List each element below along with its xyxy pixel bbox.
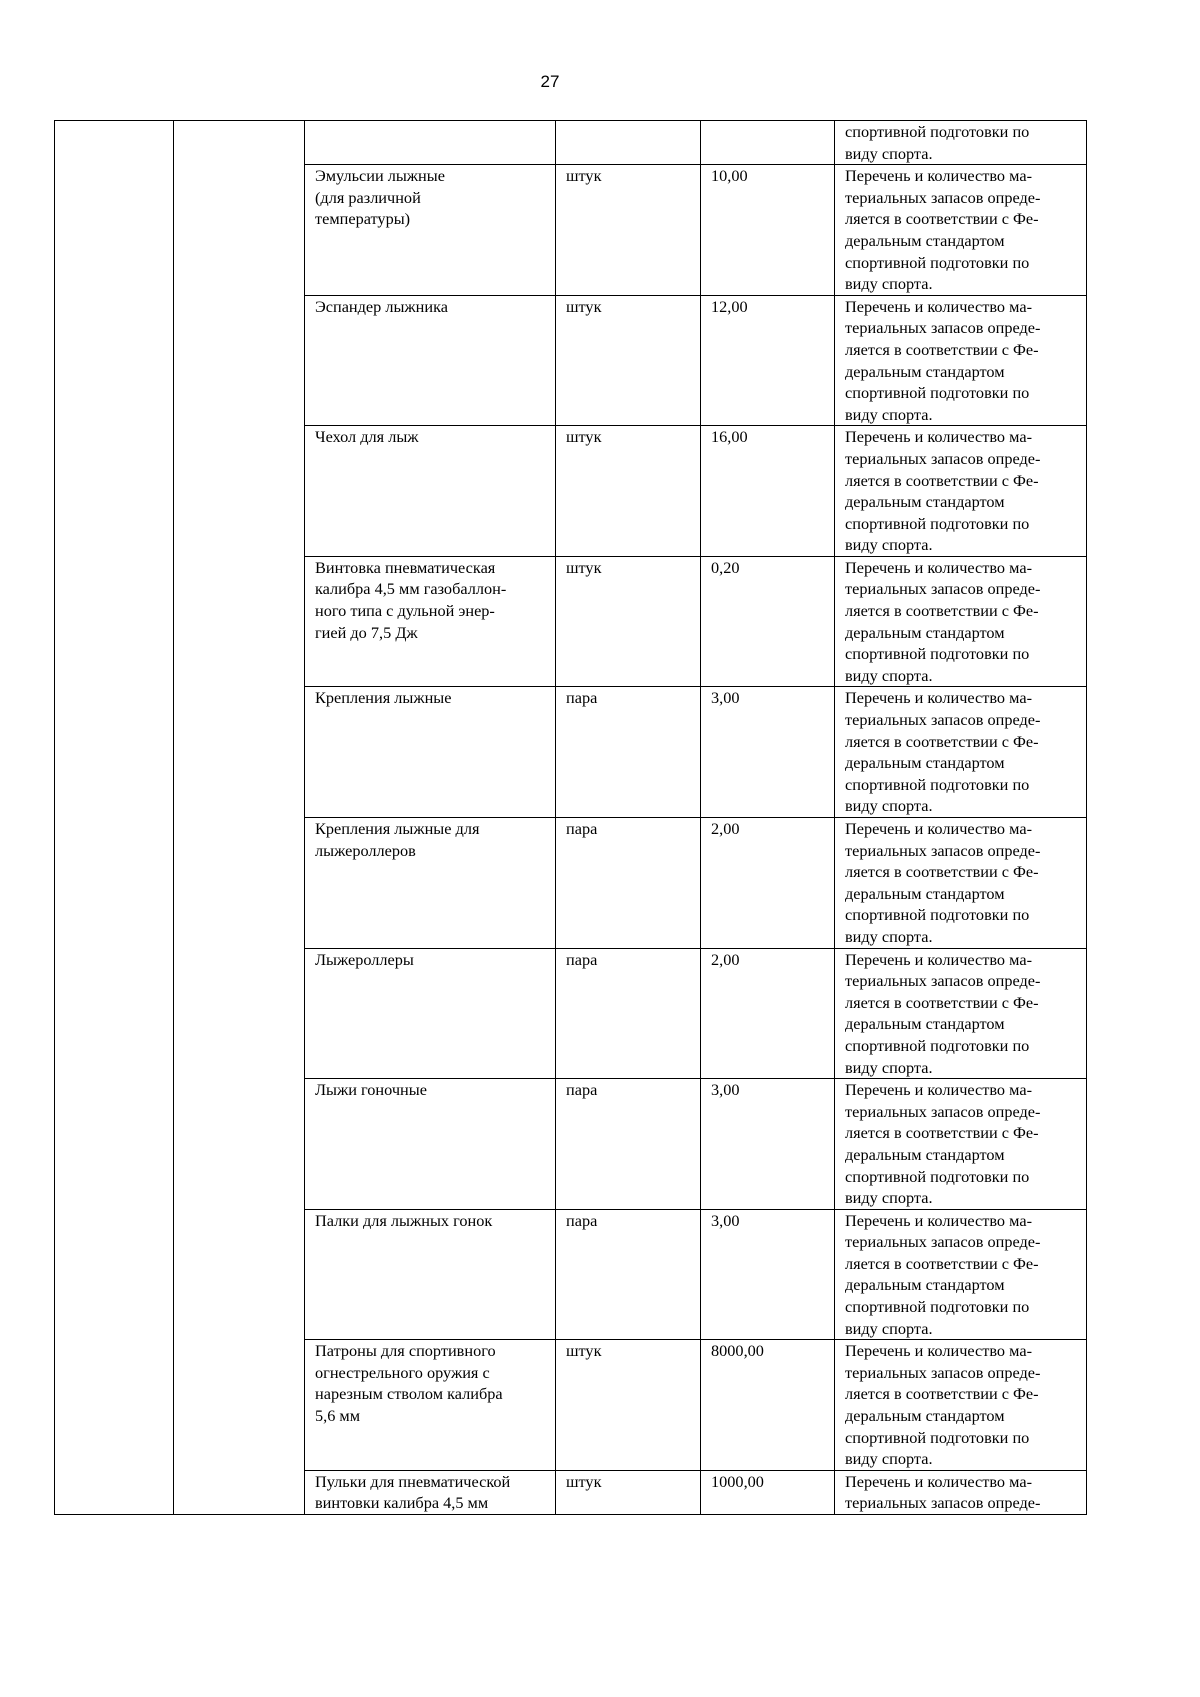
merged-cell-col2	[174, 121, 305, 1515]
note-text: спортивной подготовки по виду спорта.	[845, 122, 1030, 163]
name-cell	[305, 818, 556, 949]
qty-cell	[701, 1079, 835, 1210]
item-unit: штук	[566, 166, 602, 186]
note-text: Перечень и количество ма- териальных запасов опреде- ляется в соответствии с Фе- деральным стандартом спортивной подготовки по виду спорта.	[845, 949, 1041, 1077]
item-unit: штук	[566, 557, 602, 577]
unit-cell	[556, 426, 701, 557]
unit-cell	[556, 1470, 701, 1514]
item-qty: 10,00	[711, 166, 748, 186]
item-name: Чехол для лыж	[315, 427, 419, 447]
name-cell	[305, 556, 556, 687]
item-qty: 2,00	[711, 819, 740, 838]
note-cell	[835, 1079, 1087, 1210]
note-text: Перечень и количество ма- териальных запасов опреде-	[845, 1471, 1041, 1513]
item-qty: 2,00	[711, 949, 740, 969]
item-qty: 3,00	[711, 688, 740, 708]
note-cell	[835, 948, 1087, 1079]
item-unit: штук	[566, 1471, 602, 1491]
item-name: Эмульсии лыжные (для различной температуры)	[315, 166, 445, 229]
item-unit: штук	[566, 1341, 602, 1361]
item-name: Лыжероллеры	[315, 949, 414, 969]
item-qty: 12,00	[711, 296, 748, 316]
note-text: Перечень и количество ма- териальных запасов опреде- ляется в соответствии с Фе- деральным стандартом спортивной подготовки по виду спорта.	[845, 557, 1041, 685]
page-number: 27	[540, 72, 560, 91]
name-cell	[305, 1470, 556, 1514]
item-name: Пульки для пневматической винтовки калибра 4,5 мм	[315, 1471, 511, 1513]
unit-cell	[556, 948, 701, 1079]
note-cell	[835, 426, 1087, 557]
unit-cell	[556, 687, 701, 818]
name-cell	[305, 687, 556, 818]
name-cell	[305, 295, 556, 426]
item-qty: 8000,00	[711, 1341, 764, 1361]
item-unit: пара	[566, 819, 598, 838]
item-qty: 0,20	[711, 557, 740, 577]
note-cell	[835, 687, 1087, 818]
note-text: Перечень и количество ма- териальных запасов опреде- ляется в соответствии с Фе- деральным стандартом спортивной подготовки по виду спорта.	[845, 166, 1041, 294]
qty-cell	[701, 121, 835, 165]
item-unit: пара	[566, 688, 598, 708]
item-qty: 16,00	[711, 427, 748, 447]
unit-cell	[556, 556, 701, 687]
qty-cell	[701, 948, 835, 1079]
item-name: Крепления лыжные	[315, 688, 452, 708]
name-cell	[305, 948, 556, 1079]
name-cell	[305, 1209, 556, 1340]
item-name: Эспандер лыжника	[315, 296, 448, 316]
note-text: Перечень и количество ма- териальных запасов опреде- ляется в соответствии с Фе- деральным стандартом спортивной подготовки по виду спорта.	[845, 819, 1041, 946]
unit-cell	[556, 1079, 701, 1210]
unit-cell	[556, 295, 701, 426]
item-name: Лыжи гоночные	[315, 1080, 427, 1100]
note-cell	[835, 165, 1087, 296]
item-unit: штук	[566, 296, 602, 316]
item-name: Винтовка пневматическая калибра 4,5 мм газобаллон- ного типа с дульной энер- гией до 7,5 Дж	[315, 557, 507, 642]
item-qty: 1000,00	[711, 1471, 764, 1491]
unit-cell	[556, 121, 701, 165]
item-unit: штук	[566, 427, 602, 447]
item-unit: пара	[566, 1210, 598, 1230]
note-cell	[835, 295, 1087, 426]
note-text: Перечень и количество ма- териальных запасов опреде- ляется в соответствии с Фе- деральным стандартом спортивной подготовки по виду спорта.	[845, 1341, 1041, 1469]
table-row	[55, 121, 1087, 165]
item-qty: 3,00	[711, 1080, 740, 1100]
item-name: Палки для лыжных гонок	[315, 1210, 493, 1230]
qty-cell	[701, 1340, 835, 1471]
item-qty: 3,00	[711, 1210, 740, 1230]
item-unit: пара	[566, 949, 598, 969]
note-cell	[835, 1340, 1087, 1471]
qty-cell	[701, 556, 835, 687]
name-cell	[305, 426, 556, 557]
qty-cell	[701, 165, 835, 296]
qty-cell	[701, 687, 835, 818]
qty-cell	[701, 1470, 835, 1514]
note-text: Перечень и количество ма- териальных запасов опреде- ляется в соответствии с Фе- деральным стандартом спортивной подготовки по виду спорта.	[845, 1210, 1041, 1338]
name-cell	[305, 121, 556, 165]
note-text: Перечень и количество ма- териальных запасов опреде- ляется в соответствии с Фе- деральным стандартом спортивной подготовки по виду спорта.	[845, 296, 1041, 424]
note-cell	[835, 556, 1087, 687]
note-text: Перечень и количество ма- териальных запасов опреде- ляется в соответствии с Фе- деральным стандартом спортивной подготовки по виду спорта.	[845, 688, 1041, 816]
name-cell	[305, 1340, 556, 1471]
item-unit: пара	[566, 1080, 598, 1100]
item-name: Крепления лыжные для лыжероллеров	[315, 819, 480, 860]
note-cell	[835, 121, 1087, 165]
qty-cell	[701, 818, 835, 949]
unit-cell	[556, 1340, 701, 1471]
qty-cell	[701, 426, 835, 557]
unit-cell	[556, 818, 701, 949]
unit-cell	[556, 1209, 701, 1340]
name-cell	[305, 165, 556, 296]
merged-cell-col1	[55, 121, 174, 1515]
qty-cell	[701, 295, 835, 426]
note-cell	[835, 1470, 1087, 1514]
materials-table	[54, 120, 1087, 1515]
unit-cell	[556, 165, 701, 296]
qty-cell	[701, 1209, 835, 1340]
name-cell	[305, 1079, 556, 1210]
note-text: Перечень и количество ма- териальных запасов опреде- ляется в соответствии с Фе- деральным стандартом спортивной подготовки по виду спорта.	[845, 427, 1041, 555]
note-cell	[835, 1209, 1087, 1340]
item-name: Патроны для спортивного огнестрельного оружия с нарезным стволом калибра 5,6 мм	[315, 1341, 503, 1426]
note-text: Перечень и количество ма- териальных запасов опреде- ляется в соответствии с Фе- деральным стандартом спортивной подготовки по виду спорта.	[845, 1080, 1041, 1208]
note-cell	[835, 818, 1087, 949]
